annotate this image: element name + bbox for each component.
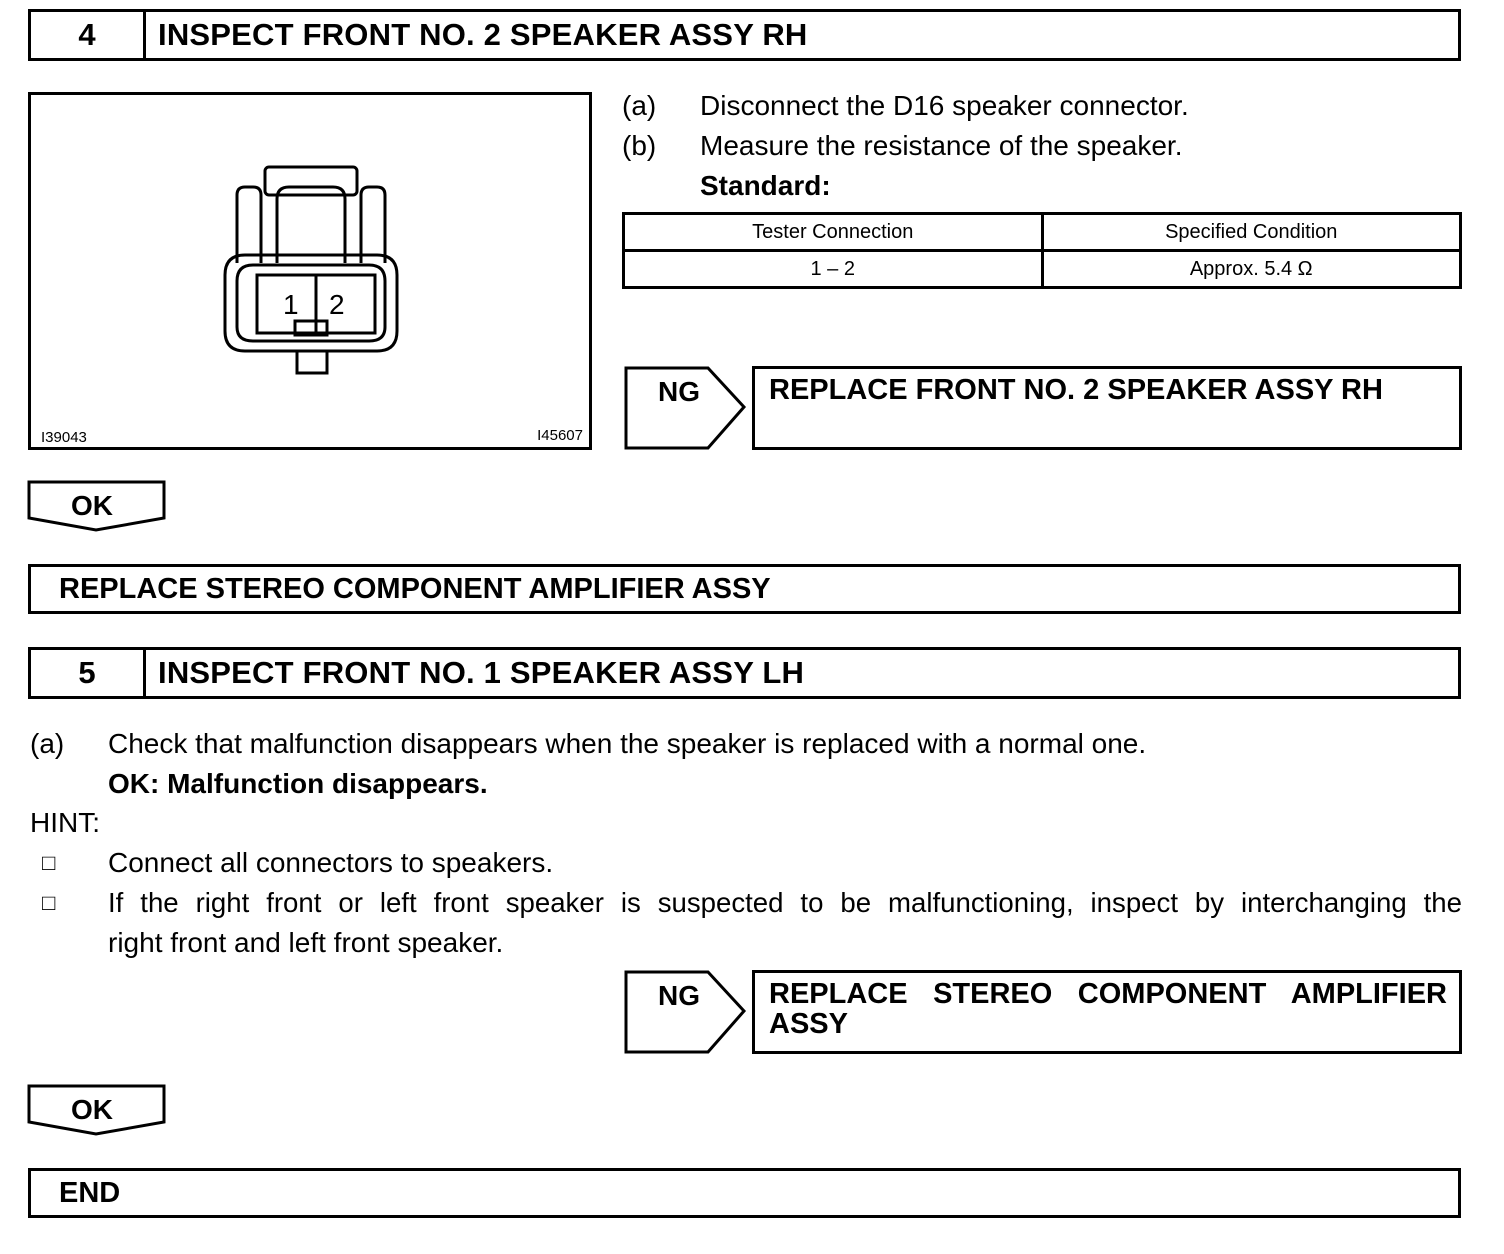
- ng-action-box: REPLACE FRONT NO. 2 SPEAKER ASSY RH: [752, 366, 1462, 450]
- connector-figure: [28, 92, 592, 450]
- pin-2-label: 2: [329, 289, 345, 320]
- ok-label: OK: [71, 490, 113, 521]
- figure-id-right: I45607: [537, 427, 583, 444]
- step-title: INSPECT FRONT NO. 1 SPEAKER ASSY LH: [158, 655, 805, 690]
- instruction-b-marker: (b): [622, 130, 657, 161]
- step-5-header: [28, 647, 1461, 699]
- instruction-a-marker: (a): [622, 90, 657, 121]
- step-4-header: [28, 9, 1461, 61]
- hint-bullet: □: [42, 890, 56, 915]
- table-header: Specified Condition: [1042, 214, 1461, 251]
- end-box: END: [28, 1168, 1461, 1218]
- table-cell: Approx. 5.4 Ω: [1042, 251, 1461, 288]
- instruction-b-text: Measure the resistance of the speaker.: [700, 130, 1183, 161]
- instruction-a-text: Check that malfunction disappears when the speaker is replaced with a normal one.: [108, 728, 1147, 759]
- pin-1-label: 1: [283, 289, 299, 320]
- ok-action-box: REPLACE STEREO COMPONENT AMPLIFIER ASSY: [28, 564, 1461, 614]
- table-cell: 1 – 2: [624, 251, 1043, 288]
- ok-label: OK: [71, 1094, 113, 1125]
- ng-action-box: [752, 970, 1462, 1054]
- ok-condition: OK: Malfunction disappears.: [108, 768, 488, 799]
- instruction-a-text: Disconnect the D16 speaker connector.: [700, 90, 1189, 121]
- table-header-row: [624, 214, 1461, 251]
- hint-text: If the right front or left front speaker is suspected to be malfunctioning, inspect by interchanging the: [108, 887, 1462, 918]
- figure-id-left: I39043: [41, 429, 87, 446]
- instruction-a-marker: (a): [30, 728, 65, 759]
- table-row: [624, 251, 1461, 288]
- ng-action-line: ASSY: [769, 1008, 848, 1040]
- ng-action-line: REPLACE STEREO COMPONENT AMPLIFIER: [769, 978, 1447, 1010]
- step-number: 4: [31, 12, 146, 58]
- spec-table: [622, 212, 1462, 289]
- d16-connector-diagram: [31, 95, 589, 447]
- step-number: 5: [31, 650, 146, 696]
- ng-label: NG: [658, 980, 700, 1011]
- hint-text: Connect all connectors to speakers.: [108, 847, 554, 878]
- step-title: INSPECT FRONT NO. 2 SPEAKER ASSY RH: [158, 17, 808, 52]
- hint-bullet: □: [42, 850, 56, 875]
- standard-label: Standard:: [700, 170, 831, 201]
- ng-label: NG: [658, 376, 700, 407]
- hint-text: right front and left front speaker.: [108, 927, 504, 958]
- hint-label: HINT:: [30, 807, 100, 838]
- table-header: Tester Connection: [624, 214, 1043, 251]
